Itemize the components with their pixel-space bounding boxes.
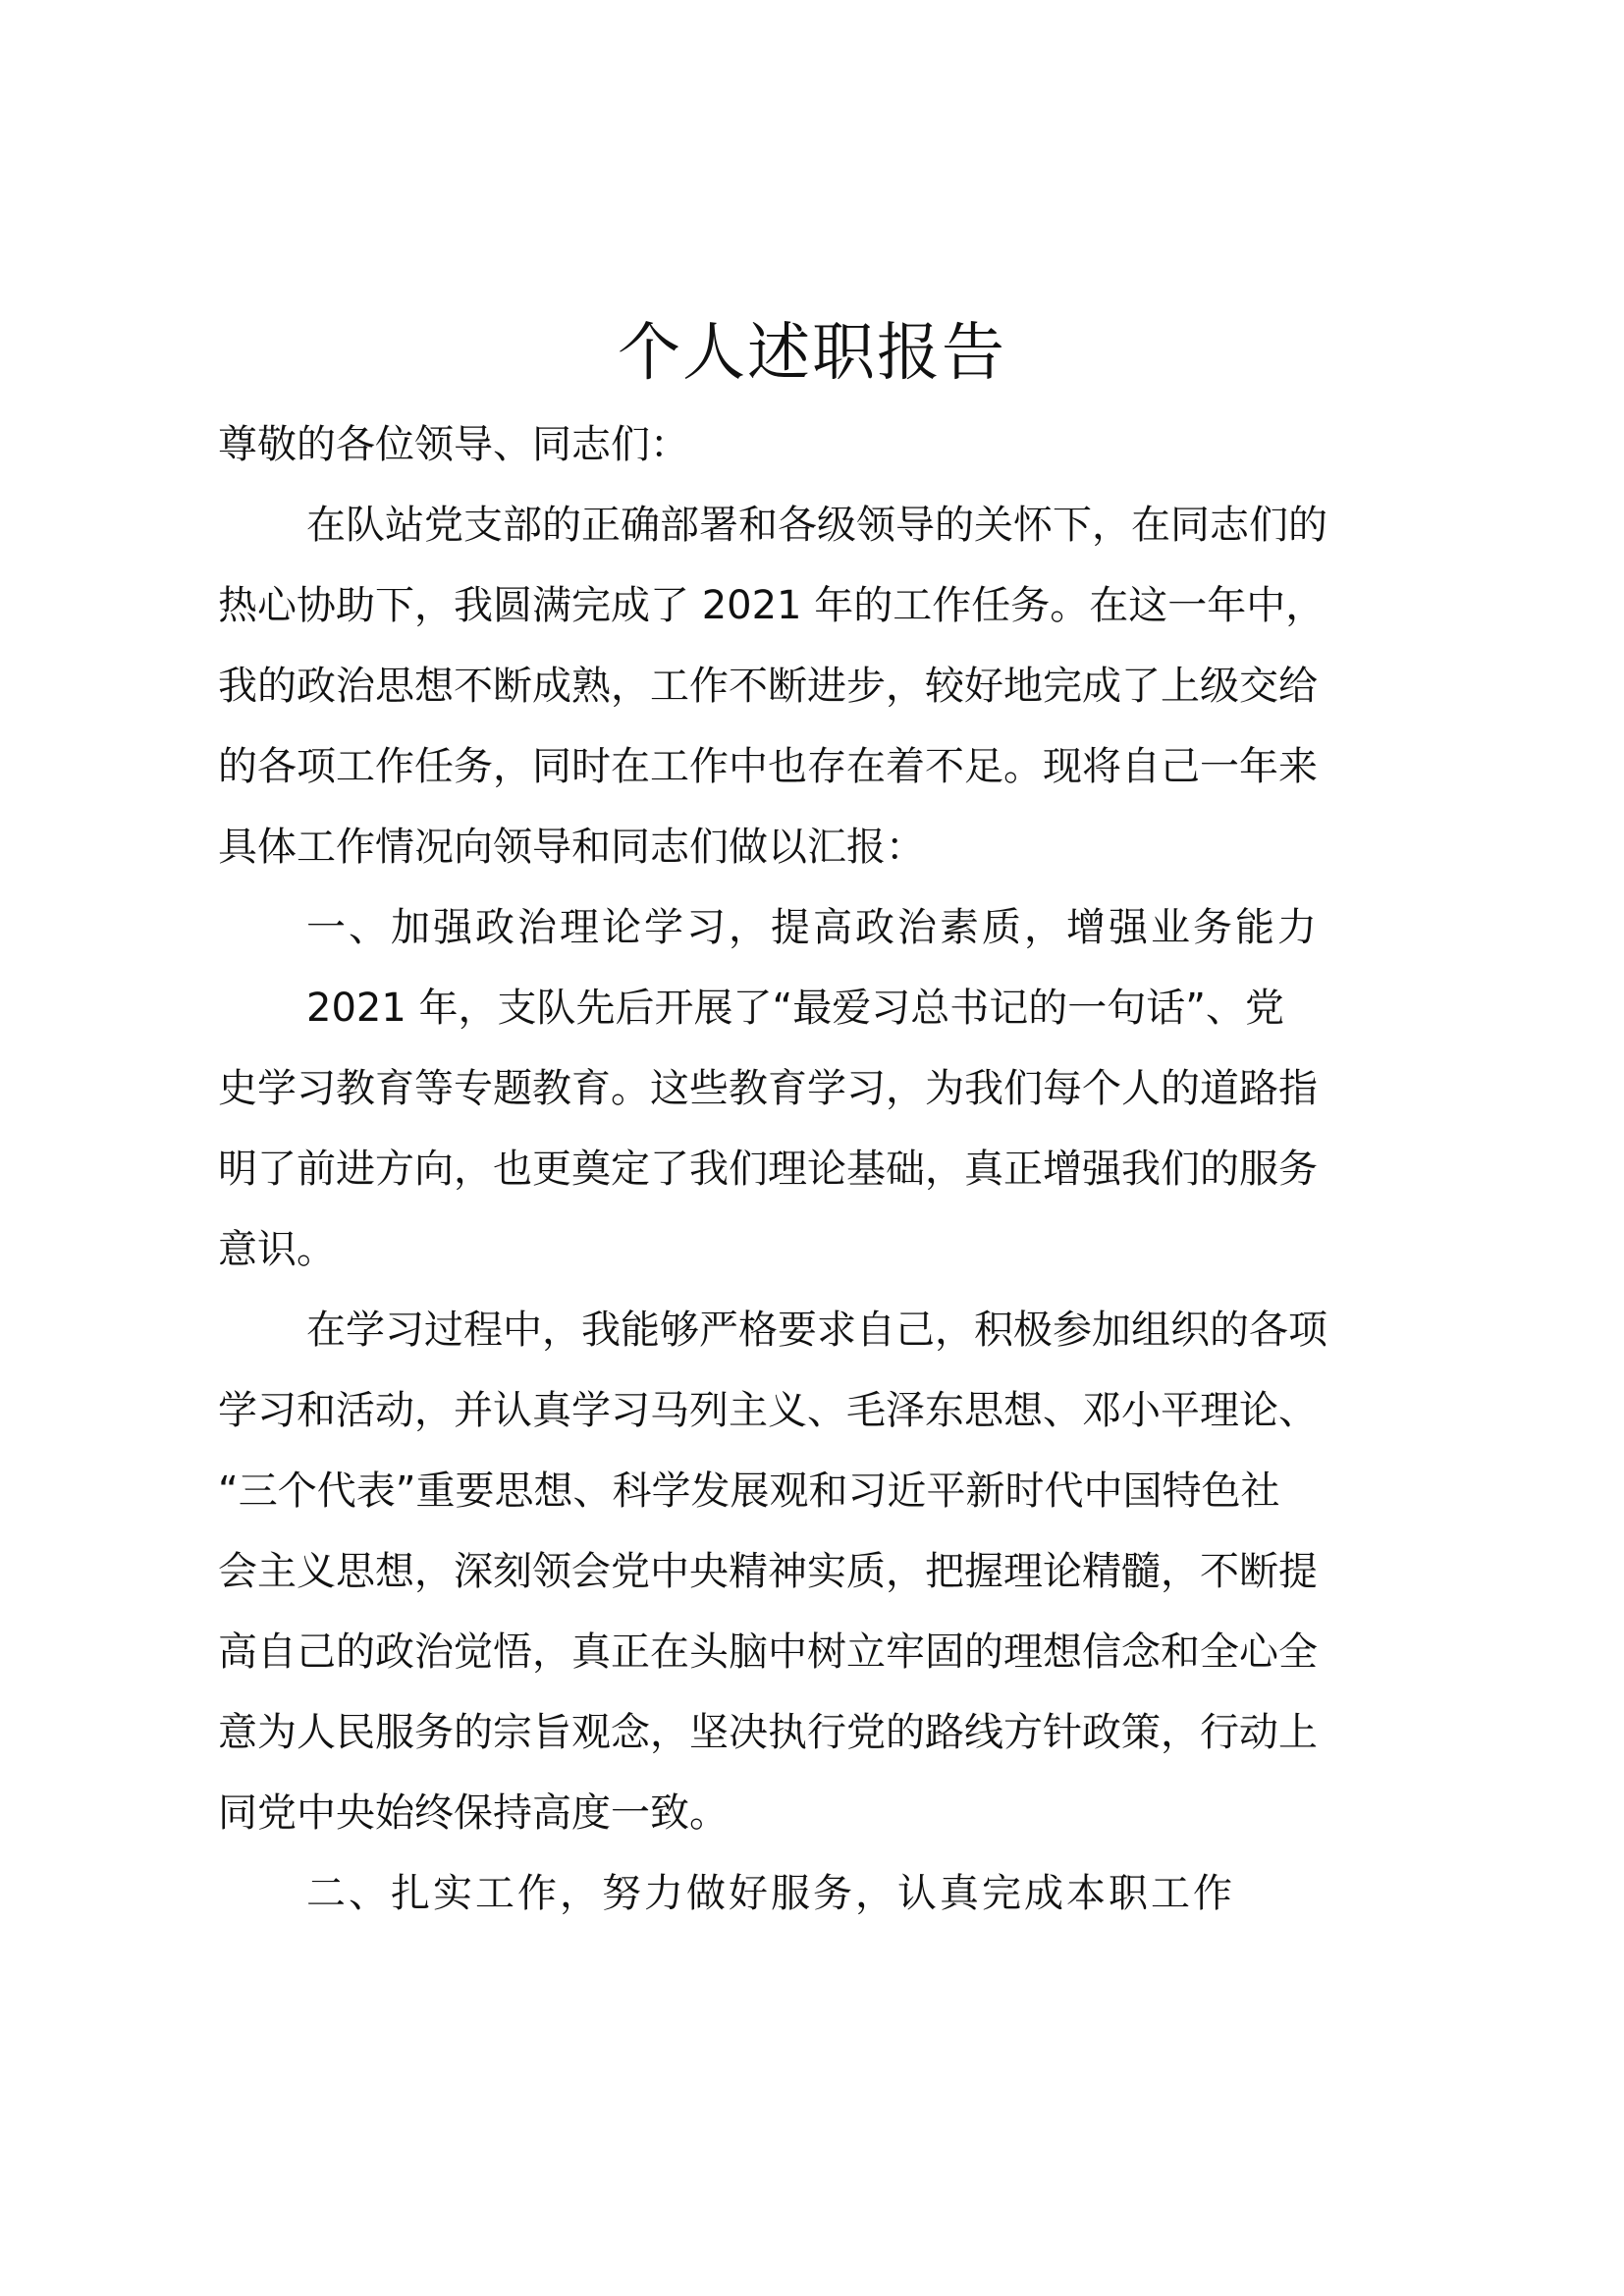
section-heading-1: 一、加强政治理论学习，提高政治素质，增强业务能力	[306, 905, 1320, 950]
paragraph-1-line-5: 具体工作情况向领导和同志们做以汇报：	[218, 825, 925, 870]
paragraph-3-line-5: 高自己的政治觉悟，真正在头脑中树立牢固的理想信念和全心全	[218, 1629, 1318, 1675]
paragraph-2-line-4: 意识。	[218, 1227, 336, 1272]
paragraph-3-line-7: 同党中央始终保持高度一致。	[218, 1790, 729, 1836]
paragraph-1-line-4: 的各项工作任务，同时在工作中也存在着不足。现将自己一年来	[218, 744, 1318, 789]
paragraph-2-line-3: 明了前进方向，也更奠定了我们理论基础，真正增强我们的服务	[218, 1147, 1318, 1192]
paragraph-2-line-2: 史学习教育等专题教育。这些教育学习，为我们每个人的道路指	[218, 1066, 1318, 1111]
section-heading-2: 二、扎实工作，努力做好服务，认真完成本职工作	[306, 1871, 1235, 1916]
paragraph-1-line-2: 热心协助下，我圆满完成了 2021 年的工作任务。在这一年中，	[218, 583, 1326, 628]
paragraph-2-line-1: 2021 年，支队先后开展了“最爱习总书记的一句话”、党	[306, 986, 1284, 1031]
paragraph-1-line-3: 我的政治思想不断成熟，工作不断进步，较好地完成了上级交给	[218, 664, 1318, 709]
paragraph-3-line-3: “三个代表”重要思想、科学发展观和习近平新时代中国特色社	[218, 1468, 1280, 1514]
paragraph-1-line-1: 在队站党支部的正确部署和各级领导的关怀下，在同志们的	[306, 503, 1327, 548]
paragraph-3-line-1: 在学习过程中，我能够严格要求自己，积极参加组织的各项	[306, 1308, 1327, 1353]
salutation: 尊敬的各位领导、同志们：	[218, 422, 689, 467]
paragraph-3-line-2: 学习和活动，并认真学习马列主义、毛泽东思想、邓小平理论、	[218, 1388, 1318, 1433]
paragraph-3-line-6: 意为人民服务的宗旨观念，坚决执行党的路线方针政策，行动上	[218, 1710, 1318, 1755]
page-title: 个人述职报告	[618, 317, 1006, 390]
paragraph-3-line-4: 会主义思想，深刻领会党中央精神实质，把握理论精髓，不断提	[218, 1549, 1318, 1594]
